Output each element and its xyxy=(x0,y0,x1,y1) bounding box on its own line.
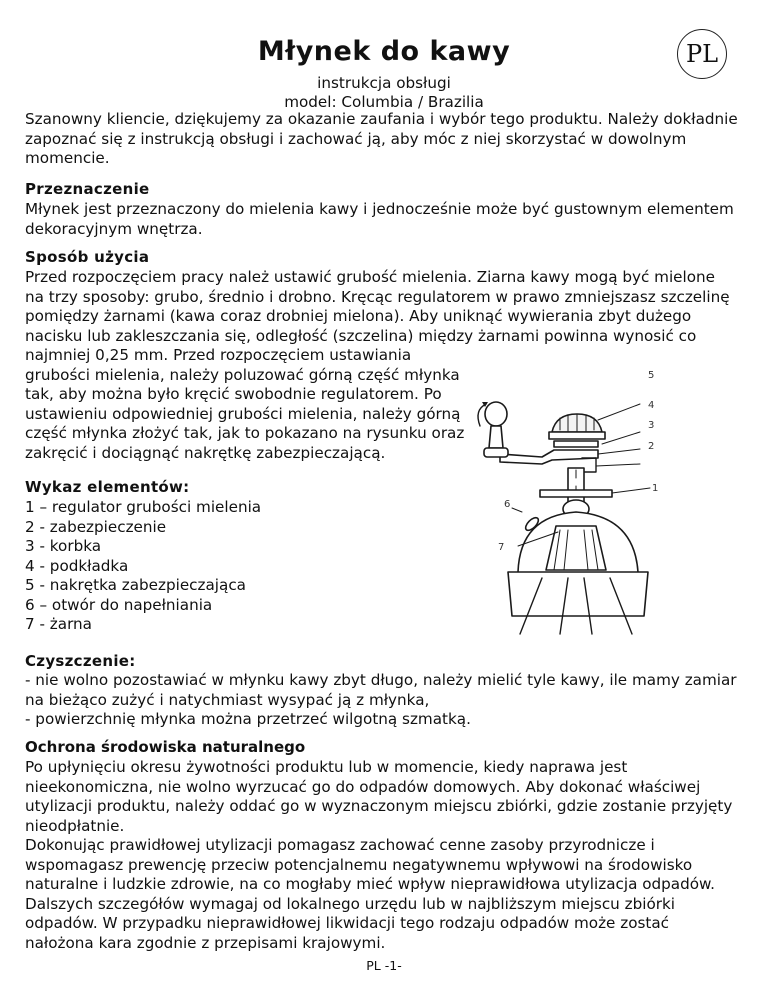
text-line: nałożona kara zgodnie z przepisami krajowymi. xyxy=(25,933,386,952)
list-item: 5 - nakrętka zabezpieczająca xyxy=(25,576,246,594)
list-item: 4 - podkładka xyxy=(25,556,129,575)
parts-list xyxy=(25,498,261,635)
document-title: Młynek do kawy xyxy=(257,36,511,67)
parts-heading: Wykaz elementów: xyxy=(25,478,190,496)
diagram-label: 2 xyxy=(648,441,655,452)
text-line: część młynka złożyć tak, jak to pokazano na rysunku oraz xyxy=(25,424,465,442)
text-line: utylizacji produktu, należy oddać go w wyznaczonym miejscu zbiórki, gdzie zostanie przyjęty xyxy=(25,797,733,815)
diagram-label: 5 xyxy=(648,370,655,381)
list-item: 6 – otwór do napełniania xyxy=(25,595,213,614)
text-line: pomiędzy żarnami (kawa coraz drobniej mielona). Aby uniknąć wywierania zbyt dużego xyxy=(25,307,692,325)
model-line: model: Columbia / Brazilia xyxy=(284,93,484,111)
text-line: Dokonując prawidłowej utylizacji pomagasz zachować cenne zasoby przyrodnicze i xyxy=(25,836,655,854)
list-item: 1 – regulator grubości mielenia xyxy=(25,498,262,516)
text-line: naturalne i ludzkie zdrowie, na co mogłaby mieć wpływ nieprawidłowa utylizacja odpadów. xyxy=(25,875,715,893)
purpose-heading: Przeznaczenie xyxy=(25,180,150,198)
list-item: 7 - żarna xyxy=(25,615,92,633)
text-line: dekoracyjnym wnętrza. xyxy=(25,219,203,238)
text-line: tak, aby można było kręcić swobodnie regulatorem. Po xyxy=(25,385,442,403)
text-line: - nie wolno pozostawiać w młynku kawy zbyt długo, należy mielić tyle kawy, ile mamy zamiar xyxy=(25,671,737,689)
cleaning-paragraph xyxy=(25,671,737,730)
text-line: nieodpłatnie. xyxy=(25,816,125,835)
text-line: Szanowny kliencie, dziękujemy za okazanie zaufania i wybór tego produktu. Należy dokładnie xyxy=(25,110,738,128)
grinder-diagram xyxy=(472,366,684,642)
text-line: najmniej 0,25 mm. Przed rozpoczęciem ustawiania xyxy=(25,346,412,364)
page-number: PL -1- xyxy=(366,958,402,973)
text-line: Młynek jest przeznaczony do mielenia kawy i jednocześnie może być gustownym elementem xyxy=(25,200,734,218)
diagram-label: 3 xyxy=(648,420,655,431)
usage-heading: Sposób użycia xyxy=(25,248,150,266)
text-line: nacisku lub zakleszczania się, odległość (szczelina) między żarnami powinna wynosić co xyxy=(25,326,697,345)
list-item: 2 - zabezpieczenie xyxy=(25,517,167,536)
diagram-label: 1 xyxy=(652,483,659,494)
text-line: zapoznać się z instrukcją obsługi i zachować ją, aby móc z niej skorzystać w dowolnym xyxy=(25,129,687,148)
text-line: odpadów. W przypadku nieprawidłowej likwidacji tego rodzaju odpadów może zostać xyxy=(25,914,670,932)
text-line: - powierzchnię młynka można przetrzeć wilgotną szmatką. xyxy=(25,710,471,728)
text-line: Dalszych szczegółów wymagaj od lokalnego urzędu lub w najbliższym miejscu zbiórki xyxy=(25,894,676,913)
environment-paragraph xyxy=(25,758,732,953)
text-line: na bieżąco zużyć i natychmiast wysypać ją z młynka, xyxy=(25,690,430,709)
text-line: ustawieniu odpowiedniej grubości mielenia, należy górną xyxy=(25,404,461,423)
environment-heading: Ochrona środowiska naturalnego xyxy=(25,738,306,756)
text-line: wspomagasz prewencję przeciw potencjalnemu negatywnemu wpływowi na środowisko xyxy=(25,855,693,874)
list-item: 3 - korbka xyxy=(25,537,102,555)
text-line: grubości mielenia, należy poluzować górną część młynka xyxy=(25,365,460,384)
cleaning-heading: Czyszczenie: xyxy=(25,652,136,670)
text-line: momencie. xyxy=(25,149,110,167)
diagram-label: 4 xyxy=(648,400,655,411)
purpose-paragraph xyxy=(25,200,734,239)
text-line: zakręcić i dociągnąć nakrętkę zabezpieczającą. xyxy=(25,443,386,462)
diagram-label: 6 xyxy=(504,499,511,510)
text-line: nieekonomiczna, nie wolno wyrzucać go do odpadów domowych. Aby dokonać właściwej xyxy=(25,777,701,796)
diagram-label: 7 xyxy=(498,542,505,553)
text-line: Po upłynięciu okresu żywotności produktu lub w momencie, kiedy naprawa jest xyxy=(25,758,628,776)
text-line: na trzy sposoby: grubo, średnio i drobno. Kręcąc regulatorem w prawo zmniejszasz szczelinę xyxy=(25,287,730,306)
subtitle: instrukcja obsługi xyxy=(317,74,451,92)
language-badge: PL xyxy=(677,29,727,79)
intro-paragraph xyxy=(25,110,738,169)
text-line: Przed rozpoczęciem pracy należ ustawić grubość mielenia. Ziarna kawy mogą być mielone xyxy=(25,268,716,286)
